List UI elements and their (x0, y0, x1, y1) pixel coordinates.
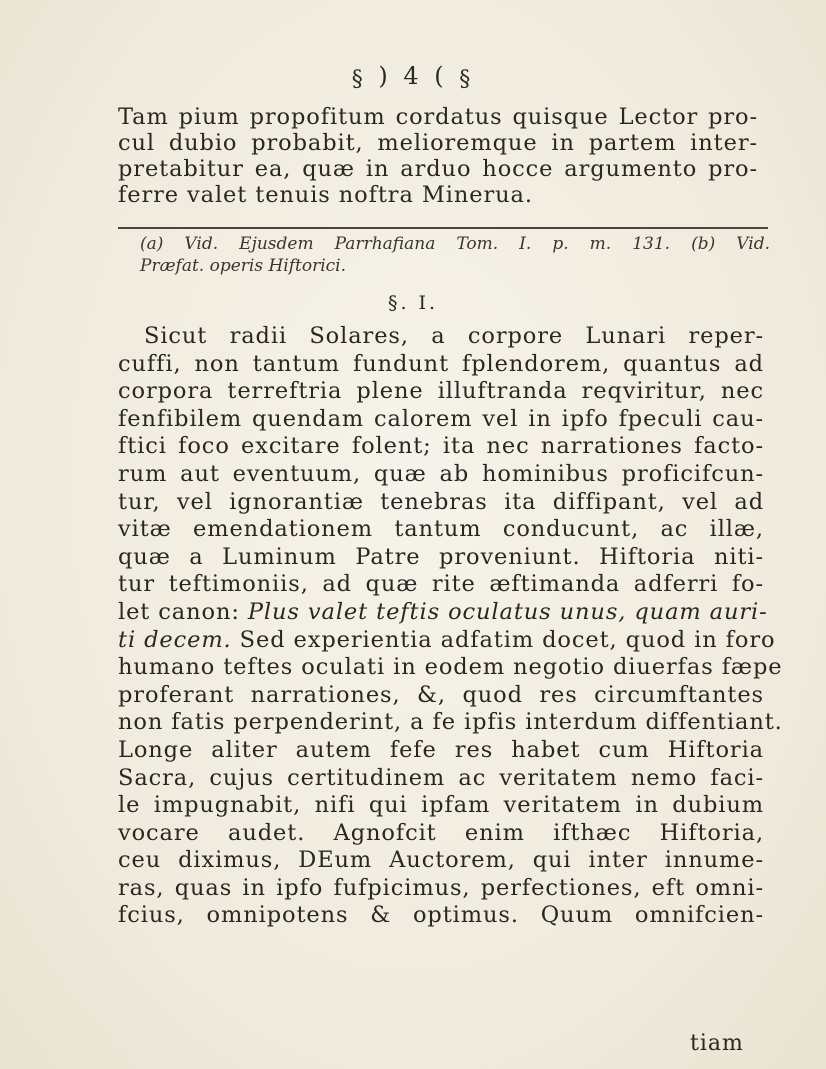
body-line (118, 351, 764, 379)
quoted-maxim: Plus valet teftis oculatus unus, quam auri- (247, 598, 768, 625)
intro-line: ferre valet tenuis noftra Minerua. (118, 182, 533, 208)
body-line (118, 626, 776, 655)
body-line-text: corpora terreftria plene illuftranda reqviritur, nec (118, 378, 764, 405)
body-line (118, 737, 764, 765)
body-line-text: vitæ emendationem tantum conducunt, ac illæ, (118, 516, 764, 543)
body-line-text: tur teftimoniis, ad quæ rite æftimanda adferri fo- (118, 571, 764, 598)
body-line-text: Sicut radii Solares, a corpore Lunari reper- (144, 323, 764, 349)
body-line-text: ras, quas in ipfo fufpicimus, perfectiones, eft omni- (118, 874, 764, 901)
body-line-text: fenfibilem quendam calorem vel in ipfo fpeculi cau- (118, 405, 764, 432)
body-line (118, 433, 764, 461)
body-line-text: tur, vel ignorantiæ tenebras ita diffipant, vel ad (118, 488, 764, 515)
right-ornament-icon: § (459, 67, 475, 92)
intro-paragraph (118, 104, 758, 208)
body-line-text: ftici foco excitare folent; ita nec narrationes facto- (118, 433, 764, 460)
body-line (118, 406, 764, 434)
body-line-text: Sed experientia adfatim docet, quod in foro (231, 626, 776, 653)
body-line-text: quæ a Luminum Patre proveniunt. Hiftoria niti- (118, 543, 764, 570)
running-header (0, 62, 826, 92)
left-ornament-icon: § (351, 67, 367, 92)
body-line-text: fcius, omnipotens & optimus. Quum omnifcien- (118, 902, 764, 929)
body-line (118, 765, 764, 793)
body-line (118, 682, 764, 710)
body-line (118, 792, 764, 820)
body-line (118, 598, 768, 627)
catchword: tiam (690, 1031, 744, 1056)
intro-line: Tam pium propofitum cordatus quisque Lector pro- (118, 104, 758, 130)
body-line (118, 571, 764, 599)
footnote-divider (118, 227, 768, 229)
intro-line: pretabitur ea, quæ in arduo hocce argumento pro- (118, 156, 758, 182)
body-line (118, 902, 764, 930)
body-line-text: Longe aliter autem fefe res habet cum Hiftoria (118, 736, 764, 763)
body-line (118, 378, 764, 406)
footnote-line: Præfat. operis Hiftorici. (140, 256, 347, 276)
body-line (118, 323, 764, 351)
body-line-text: cuffi, non tantum fundunt fplendorem, quantus ad (118, 350, 764, 377)
body-line (118, 461, 764, 489)
footnote-line: (a) Vid. Ejusdem Parrhafiana Tom. I. p. m. 131. (b) Vid. (140, 234, 770, 254)
body-line-text: proferant narrationes, &, quod res circumftantes (118, 681, 764, 708)
footnotes (140, 233, 770, 277)
body-line-text: rum aut eventuum, quæ ab hominibus proficifcun- (118, 460, 764, 487)
body-line-text: Sacra, cujus certitudinem ac veritatem nemo faci- (118, 764, 764, 791)
body-line-text: le impugnabit, nifi qui ipfam veritatem in dubium (118, 792, 764, 819)
body-line (118, 847, 764, 875)
body-line-text: vocare audet. Agnofcit enim ifthæc Hiftoria, (118, 819, 764, 846)
body-line-text: humano teftes oculati in eodem negotio diuerfas fæpe (118, 654, 783, 681)
body-line (118, 516, 764, 544)
intro-line: cul dubio probabit, melioremque in partem inter- (118, 130, 758, 156)
body-paragraph (118, 323, 783, 930)
body-line (118, 654, 783, 682)
body-line (118, 709, 783, 737)
body-line-text: non fatis perpenderint, a fe ipfis interdum diffentiant. (118, 709, 783, 736)
body-line (118, 544, 764, 572)
body-line-text: let canon: (118, 598, 248, 625)
body-line (118, 875, 764, 903)
body-line (118, 489, 764, 517)
section-heading: §. I. (387, 292, 439, 314)
quoted-maxim: ti decem. (118, 626, 232, 653)
body-line-text: ceu diximus, DEum Auctorem, qui inter innume- (118, 847, 764, 874)
page-number: ) 4 ( (378, 62, 448, 90)
body-line (118, 820, 764, 848)
